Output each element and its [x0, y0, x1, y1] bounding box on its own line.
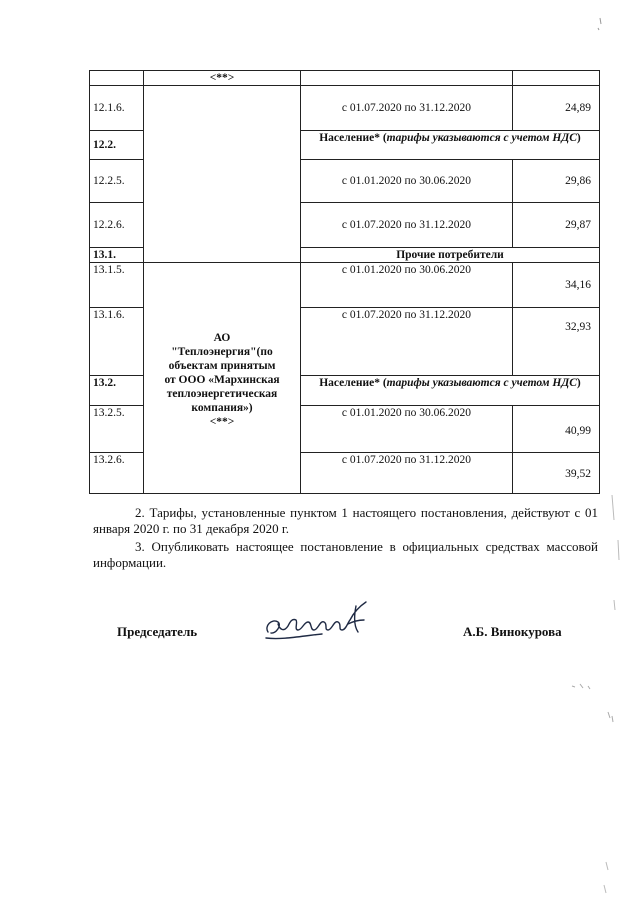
row-value: 39,52	[513, 453, 600, 494]
org-line: АО	[213, 332, 231, 344]
org-line: компания»)	[191, 402, 253, 414]
row-value: 40,99	[513, 406, 600, 453]
header-text: Население* (	[319, 132, 387, 144]
row-number: 13.2.5.	[90, 406, 144, 453]
header-italic: тарифы указываются с учетом НДС	[386, 132, 577, 144]
row-value: 32,93	[513, 308, 600, 376]
row-period: с 01.07.2020 по 31.12.2020	[301, 308, 513, 376]
signatory-name: А.Б. Винокурова	[463, 624, 562, 639]
paragraph-2: 2. Тарифы, установленные пунктом 1 настоящего постановления, действуют с 01 января 2020 г. по 31 декабря 2020 г.	[93, 505, 598, 536]
row-number: 13.1.5.	[90, 263, 144, 308]
row-number: 13.2.6.	[90, 453, 144, 494]
row-number: 13.1.	[90, 248, 144, 263]
row-value: 34,16	[513, 263, 600, 308]
row-number: 12.2.6.	[90, 203, 144, 248]
row-period: с 01.07.2020 по 31.12.2020	[301, 203, 513, 248]
header-text-end: )	[576, 132, 581, 144]
row-number: 12.1.6.	[90, 86, 144, 131]
section-header: Прочие потребители	[301, 248, 600, 263]
row-value: 29,86	[513, 160, 600, 203]
row-number: 13.2.	[90, 376, 144, 406]
row-period: с 01.01.2020 по 30.06.2020	[301, 406, 513, 453]
org-line: <**>	[209, 416, 235, 428]
row-number: 13.1.6.	[90, 308, 144, 376]
org-line: объектам принятым	[168, 360, 276, 372]
header-italic: тарифы указываются с учетом НДС	[386, 377, 577, 389]
org-tail: <**>	[144, 71, 301, 86]
row-number: 12.2.5.	[90, 160, 144, 203]
row-period: с 01.07.2020 по 31.12.2020	[301, 86, 513, 131]
row-period: с 01.01.2020 по 30.06.2020	[301, 263, 513, 308]
row-value: 29,87	[513, 203, 600, 248]
paragraph-3: 3. Опубликовать настоящее постановление в официальных средствах массовой информации.	[93, 539, 598, 570]
org-line: теплоэнергетическая	[166, 388, 278, 400]
org-line: "Теплоэнергия"(по	[171, 346, 273, 358]
header-text: Население* (	[319, 377, 387, 389]
signatory-title: Председатель	[117, 624, 198, 639]
row-number: 12.2.	[90, 131, 144, 160]
row-period: с 01.01.2020 по 30.06.2020	[301, 160, 513, 203]
header-text-end: )	[576, 377, 581, 389]
row-period: с 01.07.2020 по 31.12.2020	[301, 453, 513, 494]
org-line: от ООО «Мархинская	[164, 374, 280, 386]
row-value: 24,89	[513, 86, 600, 131]
